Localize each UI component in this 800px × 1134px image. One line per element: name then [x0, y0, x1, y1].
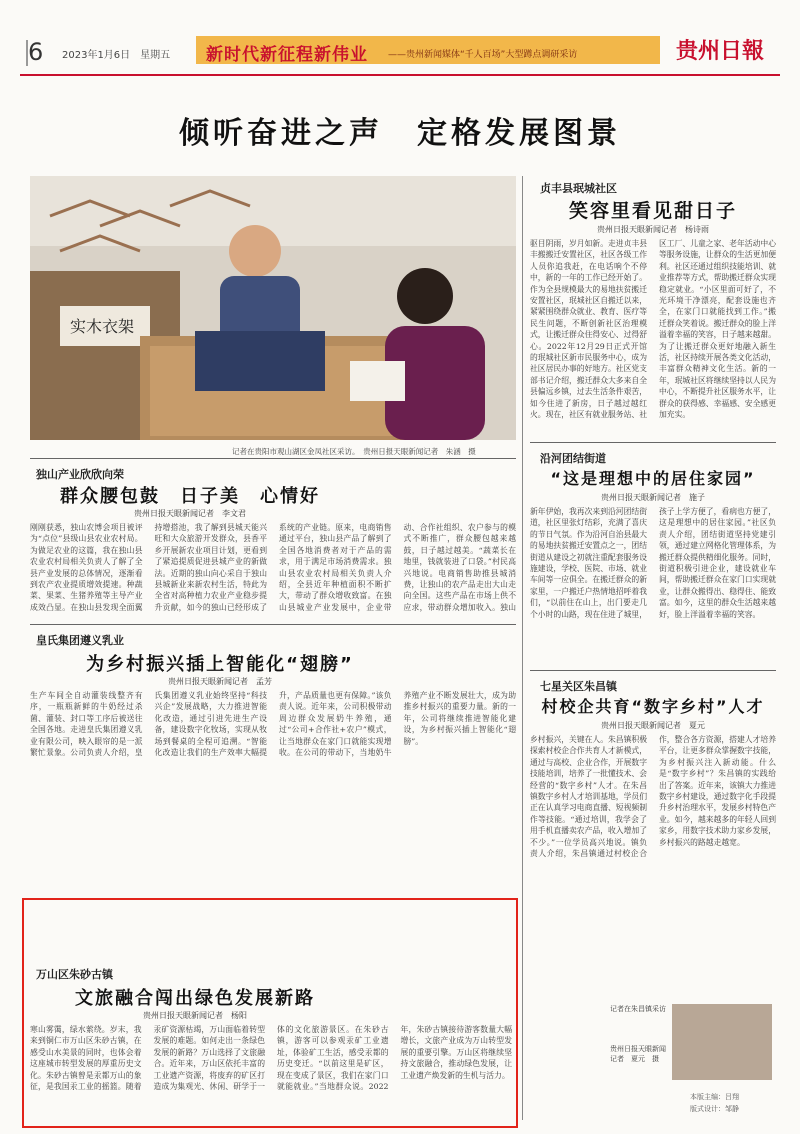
article-byline: 贵州日报天眼新闻记者 李文君	[134, 509, 246, 518]
article-headline: 笑容里看见甜日子	[568, 200, 737, 222]
banner-subtitle: ——贵州新闻媒体“千人百场”大型蹲点调研采访	[388, 50, 578, 60]
article-byline: 贵州日报天眼新闻记者 孟芳	[168, 677, 272, 686]
rule-below-photo	[30, 458, 516, 459]
article-headline: 为乡村振兴插上智能化“翅膀”	[86, 654, 354, 675]
article-byline: 贵州日报天眼新闻记者 杨诗雨	[597, 225, 709, 234]
article-kicker: 皇氏集团遵义乳业	[36, 634, 124, 647]
article-kicker: 贞丰县珉城社区	[540, 182, 617, 195]
sidebar-caption: 记者在朱昌镇采访	[610, 1005, 666, 1013]
lead-photo-illustration	[30, 176, 516, 440]
rule-right-1	[530, 442, 776, 443]
sidebar-credit: 贵州日报天眼新闻记者 夏元 摄	[610, 1045, 666, 1063]
rule-right-2	[530, 670, 776, 671]
page-number: 6	[28, 38, 44, 66]
article-byline: 贵州日报天眼新闻记者 施子	[601, 493, 705, 502]
article-body: 驱目阴雨，岁月如新。走进贞丰县丰搬搬迁安置社区，社区各级工作人员你追我赶，在电话响个不停中，新的一年的工作已经开始了。作为全县规模最大的易地扶贫搬迁安置社区，珉城社区自搬迁以来，紧紧围绕群众就业、教育、医疗等民生问题，不断创新社区治理模式，让搬迁群众住得安心、过得舒心。2022年12月29日正式开馆的珉城社区新市民服务中心，成为社区居民办事的好地方。社区党支部书记介绍，搬迁群众大多来自全县偏远乡镇，过去生活条件艰苦，如今住进了新房，日子越过越红火。现在，社区有就业服务站、社区工厂、儿童之家、老年活动中心等服务设施，让群众的生活更加便利。社区还通过组织技能培训、就业推荐等方式，帮助搬迁群众实现稳定就业。“小区里面可好了，不光环境干净漂亮，配套设施也齐全，在家门口就能找到工作。”搬迁群众笑着说。搬迁群众的脸上洋溢着幸福的笑容，日子越来越甜。为了让搬迁群众更好地融入新生活，社区持续开展各类文化活动，丰富群众精神文化生活。新的一年，珉城社区将继续坚持以人民为中心，不断提升社区服务水平，让群众的获得感、幸福感、安全感更加充实。	[530, 239, 776, 420]
page-title: 倾听奋进之声 定格发展图景	[179, 116, 621, 151]
sidebar-photo	[672, 1004, 772, 1080]
footer-editor: 本版主编：吕翔	[690, 1093, 739, 1101]
header-rule	[20, 74, 780, 76]
article-body: 乡村振兴，关键在人。朱昌镇积极探索村校企合作共育人才新模式，通过与高校、企业合作，开展数字技能培训，培养了一批懂技术、会经营的“数字乡村”人才。在朱昌镇数字乡村人才培训基地，学员们正在认真学习电商直播、短视频制作等技能。“通过培训，我学会了用手机直播卖农产品，收入增加了不少。”一位学员高兴地说。镇负责人介绍，朱昌镇通过村校企合作，整合各方资源，搭建人才培养平台，让更多群众掌握数字技能，为乡村振兴注入新动能。什么是“数字乡村”？朱昌镇的实践给出了答案。近年来，该镇大力推进数字乡村建设，通过数字化手段提升乡村治理水平，发展乡村特色产业。如今，越来越多的年轻人回到家乡，用数字技术助力家乡发展，乡村振兴的路越走越宽。	[530, 735, 776, 859]
lead-photo	[30, 176, 516, 440]
article-kicker: 独山产业欣欣向荣	[36, 468, 124, 481]
article-byline: 贵州日报天眼新闻记者 杨阳	[143, 1011, 247, 1020]
footer-designer: 版式设计：邹静	[690, 1105, 739, 1113]
banner-title: 新时代新征程新伟业	[206, 45, 368, 65]
column-rule-right	[522, 176, 523, 1120]
issue-date: 2023年1月6日 星期五	[62, 50, 171, 61]
photo-sign-text: 实木衣架	[70, 317, 135, 336]
article-headline: 文旅融合闯出绿色发展新路	[75, 988, 315, 1009]
article-body: 生产车间全自动灌装线整齐有序，一瓶瓶新鲜的牛奶经过杀菌、灌装、封口等工序后被送往全国各地。走进皇氏集团遵义乳业有限公司，映入眼帘的是一派繁忙景象。公司负责人介绍，皇氏集团遵义乳业始终坚持“科技兴企”发展战略，大力推进智能化改造，通过引进先进生产设备，建设数字化牧场，实现从牧场到餐桌的全程可追溯。“智能化改造让我们的生产效率大幅提升，产品质量也更有保障。”该负责人说。近年来，公司积极带动周边群众发展奶牛养殖，通过“公司+合作社+农户”模式，让当地群众在家门口就能实现增收。在公司的带动下，当地奶牛养殖产业不断发展壮大，成为助推乡村振兴的重要力量。新的一年，公司将继续推进智能化建设，为乡村振兴插上智能化“翅膀”。	[30, 691, 516, 758]
article-body: 刚刚获悉，独山农博会项目被评为“点位”县级山县农业农村局。为做足农业的这篇，我在独山县农业农村局相关负责人了解了全县产业发展的总体情况，逐渐看到农产农业提质增效提速。种蔬菜、果菜、生猪养殖等主导产业成效凸显。在独山县发现全面翼持增搭池，我了解到县城天能兴旺和大众旅游开发群众，县香平乡开展新农业项目计划，更看到了紧追提质促进县城产业的新做法。近期的独山向心采自于独山县城新业来新农村生活，特此为全省对高种植力农业产业稳步提升贡献，如今的独山已经形成了系统的产业链。原来，电商销售通过平台，独山县产品了解到了全国各地消费者对于产品的需求，用于满足市场消费需求。独山县农业农村局相关负责人介绍，全县近年种植面积不断扩大，带动了群众增收致富。在独山县城业产业发展中，企业带动、合作社组织、农户参与的模式不断推广，群众腰包越来越鼓，日子越过越美。“蔬菜长在地里，钱就装进了口袋。”村民高兴地说。电商销售助推县城消费，让独山的农产品走出大山走向全国。这些产品在市场上供不应求，带动群众增加收入。独山	[30, 523, 516, 612]
article-body: 寒山雾霭，绿水萦绕。岁末，我来到铜仁市万山区朱砂古镇，在感受山水美景的同时，也体会着这座城市转型发展的厚重历史文化。朱砂古镇曾是汞都万山的象征，是我国汞工业的摇篮。随着汞矿资源枯竭，万山面临着转型发展的难题。如何走出一条绿色发展的新路？万山选择了文旅融合。近年来，万山区依托丰富的工业遗产资源，将废弃的矿区打造成为集观光、休闲、研学于一体的文化旅游景区。在朱砂古镇，游客可以参观汞矿工业遗址，体验矿工生活，感受汞都的历史变迁。“以前这里是矿区，现在变成了景区，我们在家门口就能就业。”当地群众说。2022年，朱砂古镇接待游客数量大幅增长，文旅产业成为万山转型发展的重要引擎。万山区将继续坚持文旅融合，推动绿色发展，让工业遗产焕发新的生机与活力。	[30, 1025, 512, 1092]
article-headline: 村校企共育“数字乡村”人才	[541, 697, 765, 716]
masthead-logo: 贵州日報	[676, 38, 765, 64]
rule-mid-left	[30, 624, 516, 625]
article-kicker: 七星关区朱昌镇	[540, 680, 617, 693]
article-kicker: 沿河团结街道	[540, 452, 606, 465]
article-byline: 贵州日报天眼新闻记者 夏元	[601, 721, 705, 730]
article-headline: “这是理想中的居住家园”	[550, 469, 756, 488]
article-body: 新年伊始，我再次来到沿河团结街道，社区里张灯结彩，充满了喜庆的节日气氛。作为沿河自治县最大的易地扶贫搬迁安置点之一，团结街道从建设之初就注重配套服务设施建设，学校、医院、市场、就业车间等一应俱全。在搬迁群众的新家里，一户搬迁户热情地招呼着我们，“以前住在山上，出门要走几个小时的山路，现在住进了城里，孩子上学方便了，看病也方便了，这是理想中的居住家园。”社区负责人介绍，团结街道坚持党建引领，通过建立网格化管理体系，为搬迁群众提供精细化服务。同时，街道积极引进企业，建设就业车间，帮助搬迁群众在家门口实现就业，让群众搬得出、稳得住、能致富。如今，这里的群众生活越来越好，脸上洋溢着幸福的笑容。	[530, 507, 776, 619]
article-headline: 群众腰包鼓 日子美 心情好	[60, 486, 320, 507]
photo-caption: 记者在贵阳市观山湖区金凤社区采访。 贵州日报天眼新闻记者 朱涵 摄	[232, 447, 476, 456]
article-kicker: 万山区朱砂古镇	[36, 968, 113, 981]
